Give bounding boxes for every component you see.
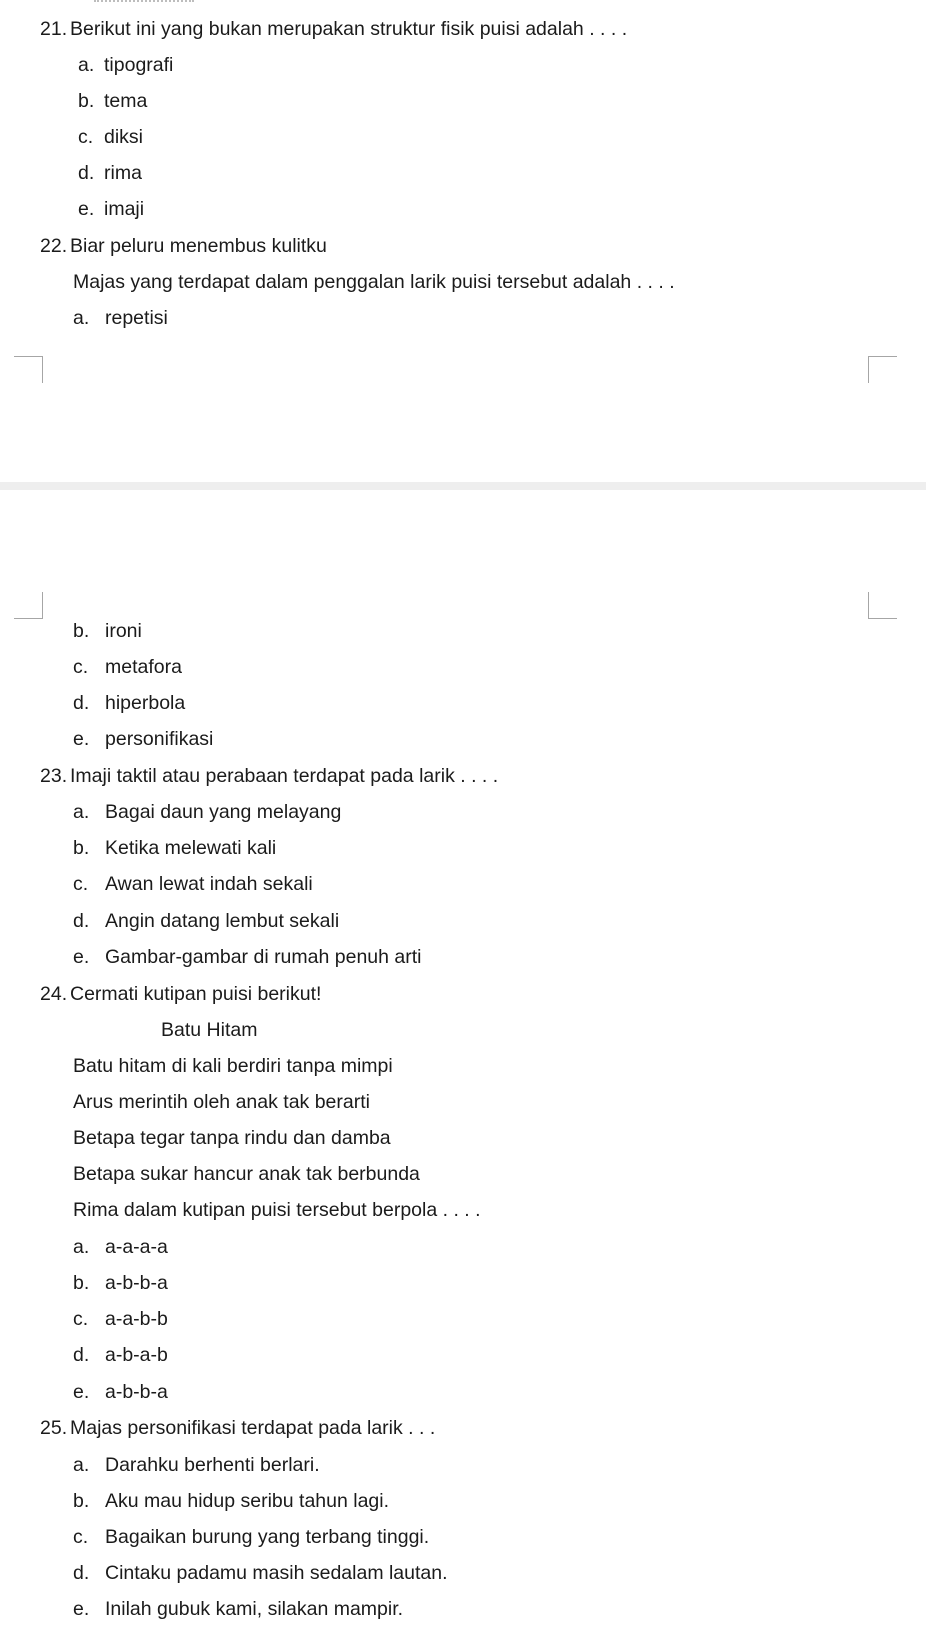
page-top-dotted-line <box>94 0 194 2</box>
option-letter: c. <box>73 1526 89 1548</box>
option-24-a <box>73 1235 168 1259</box>
option-22-a <box>73 306 168 330</box>
option-text: metafora <box>105 656 182 678</box>
page-corner-mark <box>14 356 43 383</box>
option-letter: e. <box>73 946 90 968</box>
option-letter: a. <box>73 1454 90 1476</box>
option-letter: b. <box>73 1272 90 1294</box>
option-text: Angin datang lembut sekali <box>105 910 340 932</box>
page-corner-mark <box>868 356 897 383</box>
option-text: a-a-a-a <box>105 1236 168 1258</box>
question-22-prompt: Majas yang terdapat dalam penggalan larik puisi tersebut adalah . . . . <box>73 271 675 293</box>
option-text: Bagai daun yang melayang <box>105 801 342 823</box>
option-22-b <box>73 619 142 643</box>
option-text: Darahku berhenti berlari. <box>105 1454 320 1476</box>
option-23-e <box>73 945 422 969</box>
option-text: personifikasi <box>105 728 214 750</box>
option-23-d <box>73 909 339 933</box>
question-text: Biar peluru menembus kulitku <box>70 235 327 257</box>
option-letter: c. <box>78 126 94 148</box>
option-text: Cintaku padamu masih sedalam lautan. <box>105 1562 448 1584</box>
option-24-e <box>73 1380 168 1404</box>
option-letter: b. <box>78 90 95 112</box>
option-letter: d. <box>73 910 90 932</box>
option-letter: a. <box>73 801 90 823</box>
option-letter: d. <box>73 1344 90 1366</box>
option-letter: a. <box>73 307 90 329</box>
option-25-a <box>73 1453 320 1477</box>
option-text: a-a-b-b <box>105 1308 168 1330</box>
option-text: repetisi <box>105 307 168 329</box>
option-text: Inilah gubuk kami, silakan mampir. <box>105 1598 404 1620</box>
question-text: Cermati kutipan puisi berikut! <box>70 983 322 1005</box>
option-21-a <box>78 53 173 77</box>
poem-line: Betapa tegar tanpa rindu dan damba <box>73 1127 391 1149</box>
question-24-prompt: Rima dalam kutipan puisi tersebut berpola . . . . <box>73 1199 481 1221</box>
option-letter: b. <box>73 837 90 859</box>
option-text: Bagaikan burung yang terbang tinggi. <box>105 1526 430 1548</box>
option-letter: e. <box>78 198 95 220</box>
option-letter: c. <box>73 1308 89 1330</box>
question-text: Majas personifikasi terdapat pada larik . . . <box>70 1417 436 1439</box>
option-letter: a. <box>78 54 95 76</box>
option-letter: c. <box>73 656 89 678</box>
option-22-d <box>73 691 185 715</box>
option-text: hiperbola <box>105 692 186 714</box>
question-text: Imaji taktil atau perabaan terdapat pada larik . . . . <box>70 765 499 787</box>
poem-line: Arus merintih oleh anak tak berarti <box>73 1091 370 1113</box>
option-text: Aku mau hidup seribu tahun lagi. <box>105 1490 390 1512</box>
option-21-c <box>78 125 143 149</box>
option-letter: e. <box>73 728 90 750</box>
option-text: diksi <box>104 126 144 148</box>
question-21 <box>40 17 627 41</box>
option-25-d <box>73 1561 448 1585</box>
question-number: 23. <box>40 765 68 787</box>
option-22-c <box>73 655 182 679</box>
poem-title: Batu Hitam <box>161 1019 258 1041</box>
option-text: a-b-a-b <box>105 1344 168 1366</box>
option-letter: d. <box>73 692 90 714</box>
option-21-e <box>78 197 144 221</box>
page-corner-mark <box>14 592 43 619</box>
question-number: 25. <box>40 1417 68 1439</box>
option-text: rima <box>104 162 142 184</box>
poem-line: Batu hitam di kali berdiri tanpa mimpi <box>73 1055 393 1077</box>
option-24-d <box>73 1343 168 1367</box>
option-letter: e. <box>73 1381 90 1403</box>
option-text: a-b-b-a <box>105 1272 168 1294</box>
option-text: ironi <box>105 620 142 642</box>
option-text: tema <box>104 90 148 112</box>
question-23 <box>40 764 498 788</box>
option-text: Gambar-gambar di rumah penuh arti <box>105 946 422 968</box>
option-letter: b. <box>73 620 90 642</box>
question-number: 22. <box>40 235 68 257</box>
option-text: Awan lewat indah sekali <box>105 873 313 895</box>
option-text: a-b-b-a <box>105 1381 168 1403</box>
poem-line: Betapa sukar hancur anak tak berbunda <box>73 1163 420 1185</box>
option-letter: d. <box>78 162 95 184</box>
question-25 <box>40 1416 435 1440</box>
option-21-b <box>78 89 147 113</box>
option-letter: c. <box>73 873 89 895</box>
question-24 <box>40 982 321 1006</box>
option-23-b <box>73 836 276 860</box>
option-25-e <box>73 1597 403 1621</box>
page-corner-mark <box>868 592 897 619</box>
question-number: 24. <box>40 983 68 1005</box>
option-23-c <box>73 872 313 896</box>
option-letter: a. <box>73 1236 90 1258</box>
question-text: Berikut ini yang bukan merupakan struktur fisik puisi adalah . . . . <box>70 18 628 40</box>
option-text: imaji <box>104 198 145 220</box>
option-letter: d. <box>73 1562 90 1584</box>
option-24-b <box>73 1271 168 1295</box>
option-text: Ketika melewati kali <box>105 837 277 859</box>
option-22-e <box>73 727 213 751</box>
option-letter: e. <box>73 1598 90 1620</box>
option-25-b <box>73 1489 389 1513</box>
option-letter: b. <box>73 1490 90 1512</box>
option-23-a <box>73 800 341 824</box>
question-22 <box>40 234 327 258</box>
question-number: 21. <box>40 18 68 40</box>
page-break <box>0 482 926 490</box>
option-text: tipografi <box>104 54 174 76</box>
option-25-c <box>73 1525 429 1549</box>
option-21-d <box>78 161 142 185</box>
option-24-c <box>73 1307 168 1331</box>
